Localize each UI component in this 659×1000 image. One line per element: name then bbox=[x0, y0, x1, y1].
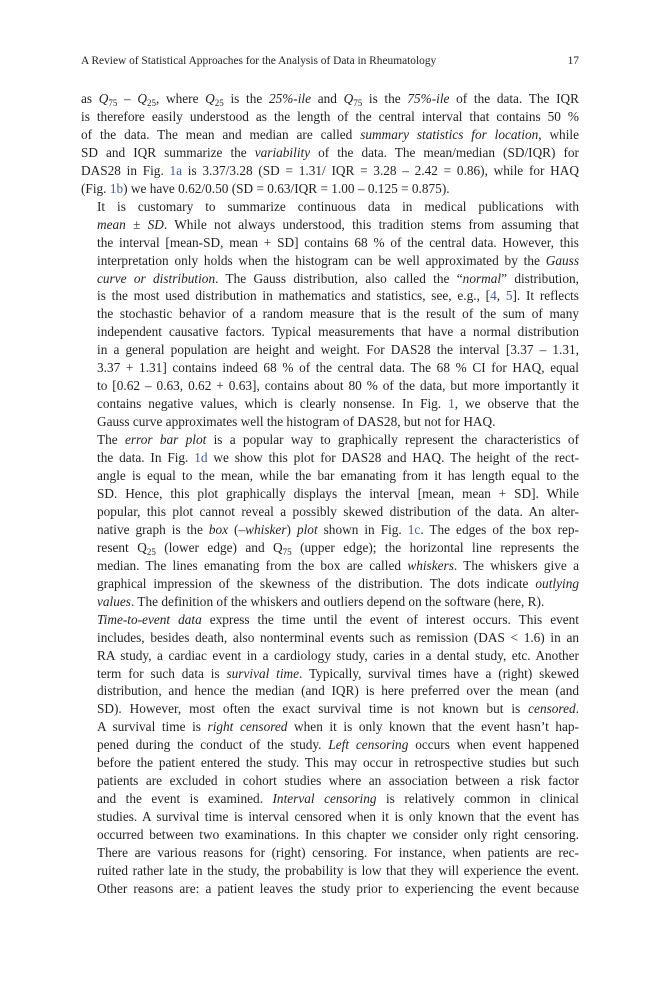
text-line: graphical impression of the skewness of the distribution. The dots indicate outlying bbox=[97, 575, 579, 591]
text-line: There are various reasons for (right) censoring. For instance, when patients are rec- bbox=[97, 845, 579, 861]
text-line: independent causative factors. Typical measurements that have a normal distribution bbox=[97, 324, 579, 340]
figure-link[interactable]: 1d bbox=[194, 450, 208, 466]
text-line: Gauss curve approximates well the histogram of DAS28, but not for HAQ. bbox=[97, 414, 496, 430]
text-line: native graph is the box (–whisker) plot shown in Fig. 1c. The edges of the box rep- bbox=[97, 521, 579, 537]
figure-link[interactable]: 1c bbox=[407, 521, 421, 537]
text-line: includes, besides death, also nonterminal events such as remission (DAS < 1.6) in an bbox=[97, 629, 579, 645]
text-line: values. The definition of the whiskers and outliers depend on the software (here, R). bbox=[97, 593, 545, 609]
text-line: SD. Hence, this plot graphically displays the interval [mean, mean + SD]. While bbox=[97, 485, 579, 501]
citation-link[interactable]: 4 bbox=[490, 288, 497, 304]
text-line: 3.37 + 1.31] contains indeed 68 % of the central data. The 68 % CI for HAQ, equal bbox=[97, 360, 579, 376]
running-head-title: A Review of Statistical Approaches for the Analysis of Data in Rheumatology bbox=[81, 55, 437, 67]
paragraph bbox=[81, 611, 579, 898]
text-line: The error bar plot is a popular way to graphically represent the characteristics of bbox=[97, 432, 579, 448]
text-line: the data. In Fig. 1d we show this plot for DAS28 and HAQ. The height of the rect- bbox=[97, 450, 579, 466]
text-line: as $Q_{75} - Q_{25}$, where $Q_{25}$ is the 25%-ile and $Q_{75}$ is the 75%-ile of the data. The IQR bbox=[81, 91, 579, 108]
text-line: to [0.62 – 0.63, 0.62 + 0.63], contains about 80 % of the data, but more importantly it bbox=[97, 378, 579, 394]
text-line: Time-to-event data express the time until the event of interest occurs. This event bbox=[97, 611, 579, 627]
figure-link[interactable]: 1b bbox=[109, 180, 124, 196]
text-line: occurred between two examinations. In this chapter we consider only right censoring. bbox=[97, 827, 579, 843]
text-line: the stochastic behavior of a random measure that is the result of the sum of many bbox=[97, 306, 579, 322]
text-line: DAS28 in Fig. 1a is 3.37/3.28 (SD = 1.31/ IQR = 3.28 – 2.42 = 0.86), while for HAQ bbox=[81, 162, 579, 178]
text-line: SD). However, most often the exact survival time is not known but is censored. bbox=[97, 701, 579, 717]
paragraph bbox=[81, 431, 579, 611]
text-line: A survival time is right censored when it is only known that the event hasn’t hap- bbox=[97, 719, 579, 735]
text-line: studies. A survival time is interval censored when it is only known that the event has bbox=[97, 809, 579, 825]
text-line: curve or distribution. The Gauss distribution, also called the “normal” distribution, bbox=[97, 270, 579, 286]
paragraph bbox=[81, 198, 579, 431]
text-line: contains negative values, which is clearly nonsense. In Fig. 1, we observe that the bbox=[97, 396, 579, 412]
text-line: popular, this plot cannot reveal a possibly skewed distribution of the data. An alter- bbox=[97, 503, 579, 519]
text-line: and the event is examined. Interval censoring is relatively common in clinical bbox=[97, 791, 579, 807]
page-number: 17 bbox=[567, 55, 579, 67]
text-line: median. The lines emanating from the box are called whiskers. The whiskers give a bbox=[97, 557, 579, 573]
citation-link[interactable]: 5 bbox=[505, 288, 513, 304]
text-line: term for such data is survival time. Typically, survival times have a (right) skewed bbox=[97, 665, 579, 681]
text-line: ruited rather late in the study, the probability is low that they will experience the event. bbox=[97, 862, 579, 878]
text-line: mean ± SD. While not always understood, this tradition stems from assuming that bbox=[97, 216, 579, 232]
text-line: of the data. The mean and median are called summary statistics for location, while bbox=[81, 126, 579, 142]
text-line: pened during the conduct of the study. Left censoring occurs when event happened bbox=[97, 737, 579, 753]
text-line: angle is equal to the mean, while the bar emanating from it has length equal to the bbox=[97, 468, 579, 484]
text-line: is therefore easily understood as the length of the central interval that contains 50 % bbox=[81, 108, 579, 124]
text-line: patients are excluded in cohort studies where an association between a risk factor bbox=[97, 773, 579, 789]
figure-link[interactable]: 1a bbox=[169, 162, 183, 178]
text-line: RA study, a cardiac event in a cardiology study, caries in a dental study, etc. Another bbox=[97, 647, 579, 663]
text-line: Other reasons are: a patient leaves the study prior to experiencing the event because bbox=[97, 880, 579, 896]
text-line: distribution, and hence the median (and IQR) is here preferred over the mean (and bbox=[97, 683, 579, 699]
text-line: before the patient entered the study. This may occur in retrospective studies but such bbox=[97, 755, 579, 771]
text-line: interpretation only holds when the histogram can be well approximated by the Gauss bbox=[97, 252, 579, 268]
text-line: SD and IQR summarize the variability of the data. The mean/median (SD/IQR) for bbox=[81, 144, 579, 160]
text-line: is the most used distribution in mathematics and statistics, see, e.g., [4, 5]. It reflects bbox=[97, 288, 579, 304]
text-line: resent $Q_{25}$ (lower edge) and $Q_{75}$ (upper edge); the horizontal line represents the bbox=[97, 539, 579, 557]
paragraph bbox=[81, 90, 579, 198]
running-head bbox=[81, 54, 579, 68]
text-line: in a general population are height and weight. For DAS28 the interval [3.37 – 1.31, bbox=[97, 342, 579, 358]
text-line: the interval [mean-SD, mean + SD] contains 68 % of the central data. However, this bbox=[97, 234, 579, 250]
text-line: It is customary to summarize continuous data in medical publications with bbox=[97, 198, 579, 214]
figure-link[interactable]: 1 bbox=[448, 396, 455, 412]
body-text bbox=[81, 90, 579, 898]
text-line: (Fig. 1b) we have 0.62/0.50 (SD = 0.63/IQR = 1.00 – 0.125 = 0.875). bbox=[81, 180, 450, 196]
